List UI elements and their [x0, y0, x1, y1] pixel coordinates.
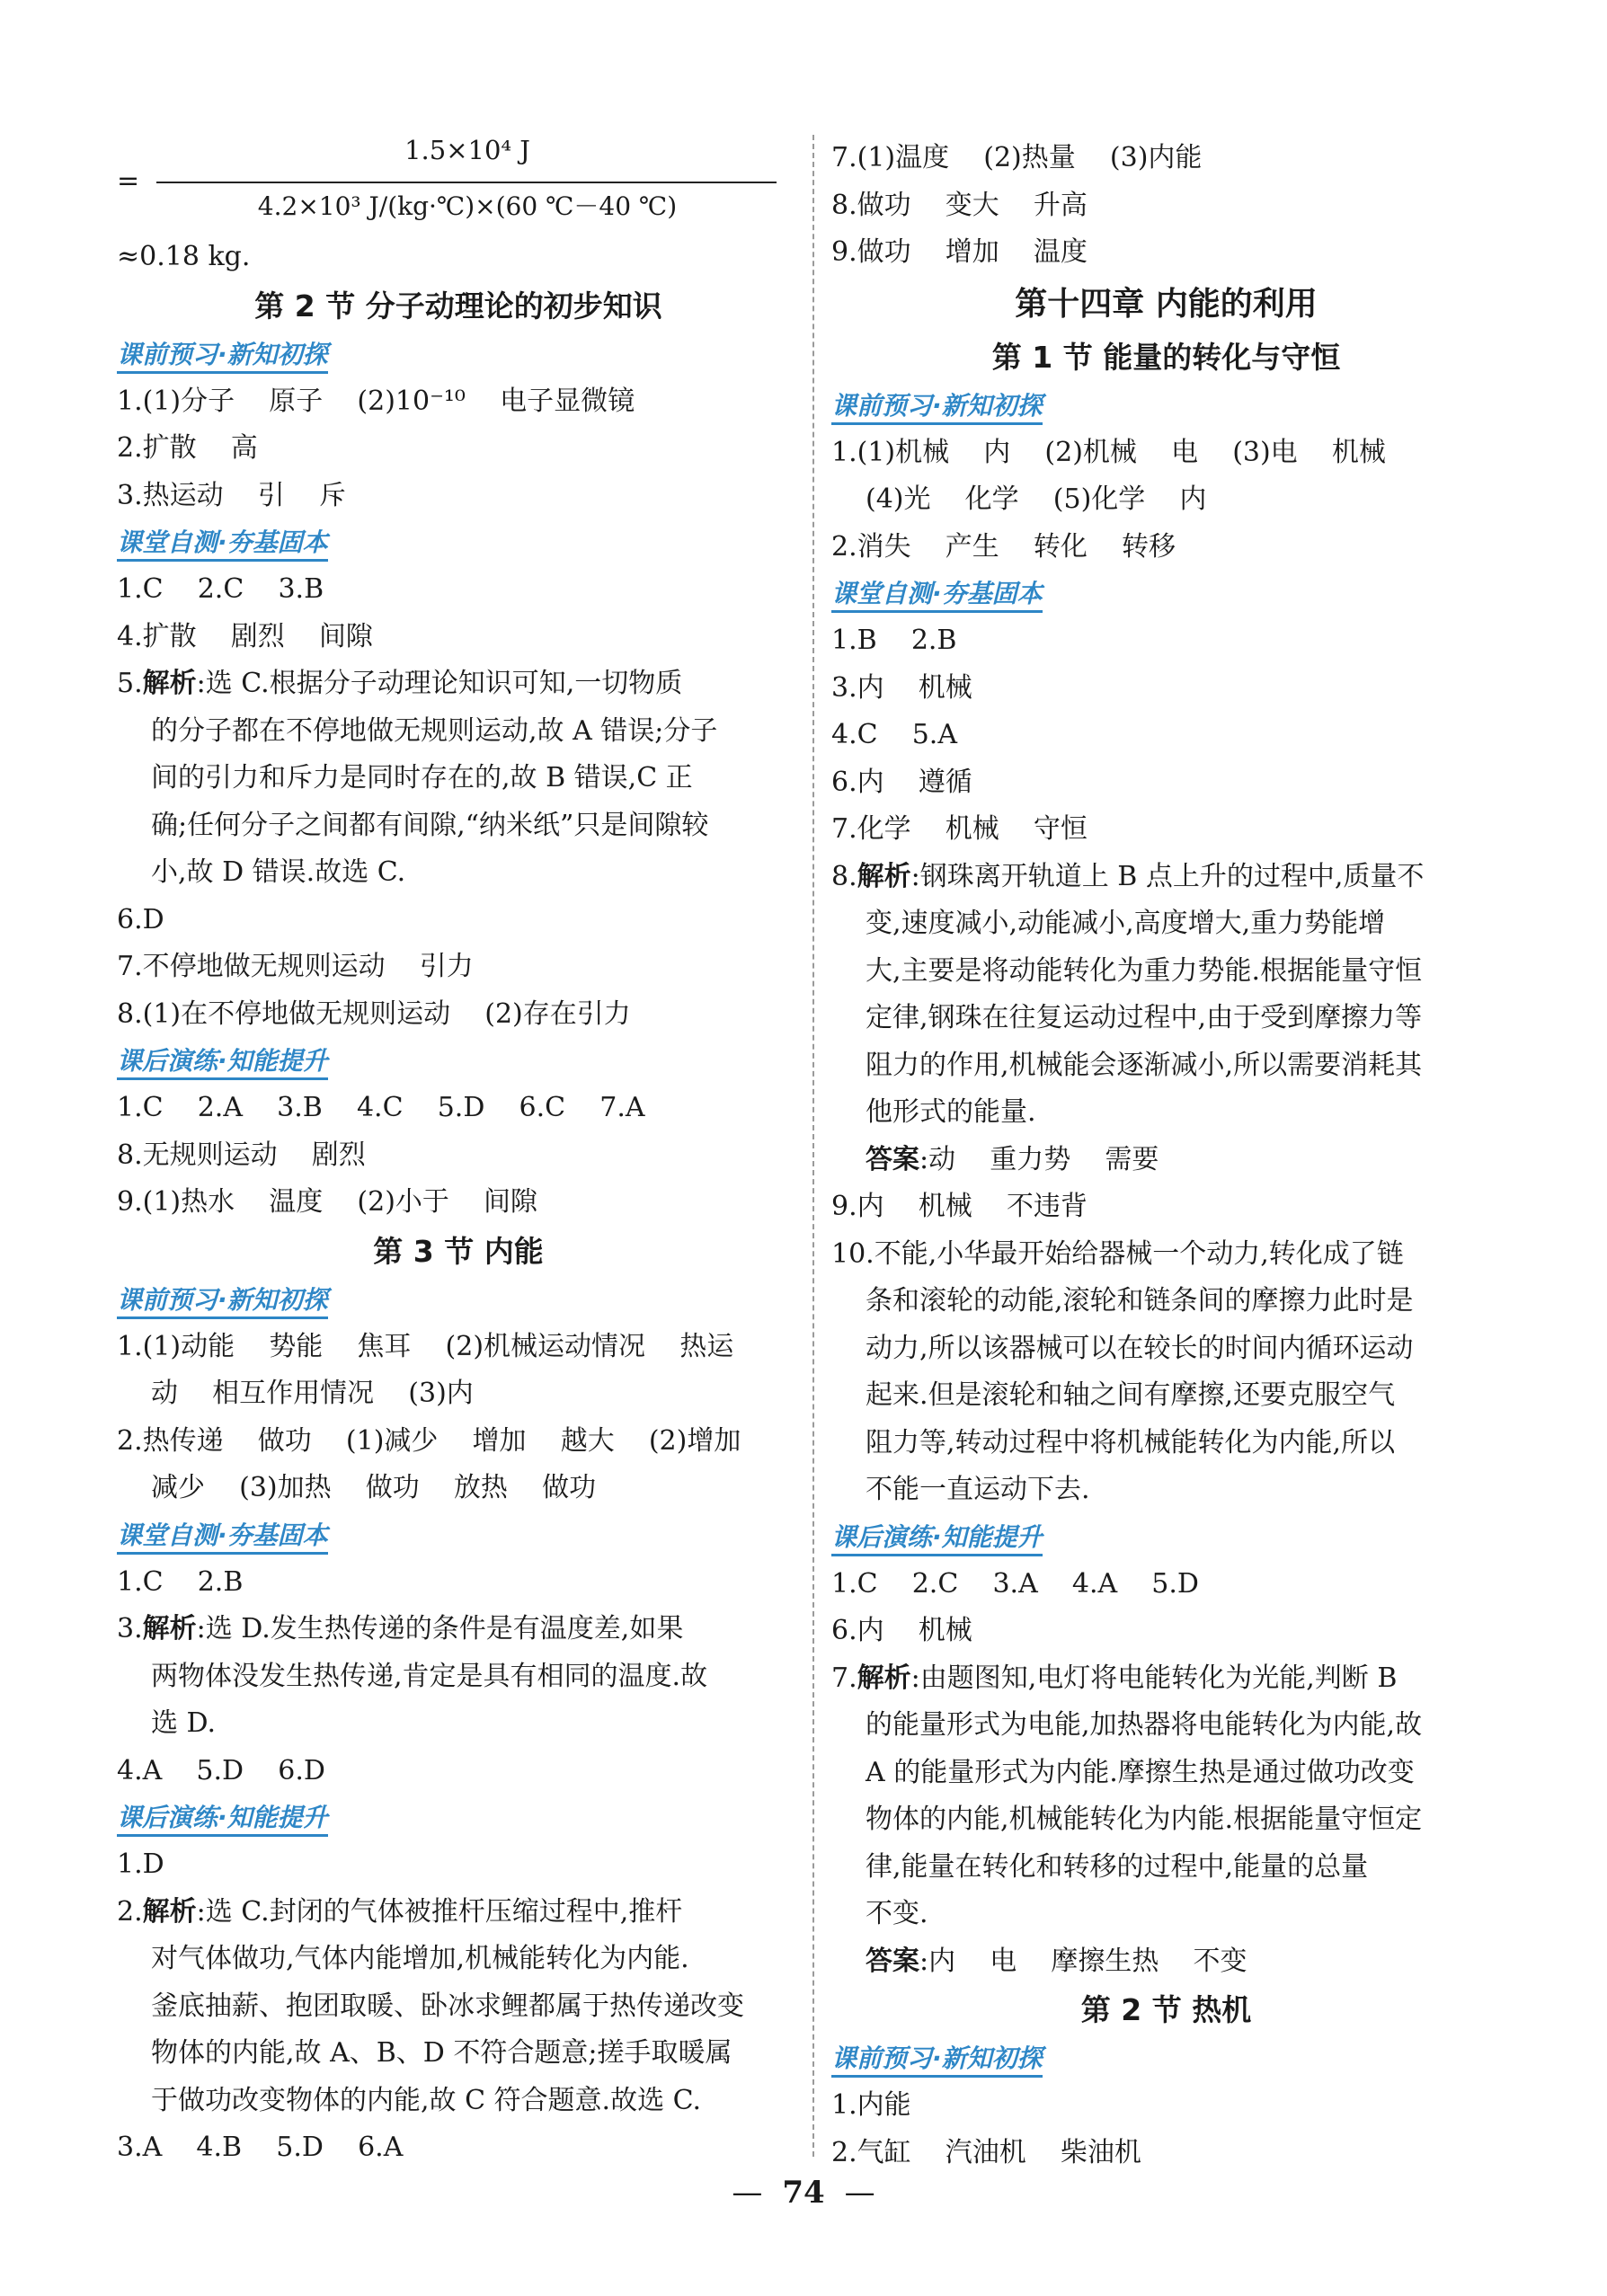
answer-line: 1.B 2.B — [831, 625, 957, 656]
answer-line: 1.内能 — [831, 2089, 911, 2121]
section-tag — [117, 1512, 800, 1559]
answer-line: 1.C 2.A 3.B 4.C 5.D 6.C 7.A — [117, 1092, 645, 1123]
answer-line: 10.不能,小华最开始给器械一个动力,转化成了链 — [831, 1237, 1404, 1270]
answer-line: 定律,钢珠在往复运动过程中,由于受到摩擦力等 — [866, 1002, 1423, 1033]
formula-equals: = — [117, 165, 140, 197]
answer-line: 大,主要是将动能转化为重力势能.根据能量守恒 — [866, 954, 1423, 987]
answer-line: 6.内 遵循 — [831, 766, 972, 798]
answer-line: 对气体做功,气体内能增加,机械能转化为内能. — [151, 1943, 689, 1974]
answer-line: 他形式的能量. — [866, 1096, 1036, 1128]
answer-line: 阻力的作用,机械能会逐渐减小,所以需要消耗其 — [866, 1049, 1423, 1081]
section-tag-label: 课后演练·知能提升 — [117, 1046, 328, 1080]
answer-line: 釜底抽薪、抱团取暖、卧冰求鲤都属于热传递改变 — [151, 1990, 744, 2022]
answer-line: 9.(1)热水 温度 (2)小于 间隙 — [117, 1186, 538, 1218]
left-content — [117, 281, 800, 2172]
answer-line: 的分子都在不停地做无规则运动,故 A 错误;分子 — [151, 714, 718, 747]
answer-line — [831, 1137, 1501, 1184]
formula-numerator: 1.5×10⁴ J — [404, 135, 530, 165]
right-column — [831, 135, 1501, 2176]
page-number-value: 74 — [782, 2175, 825, 2211]
column-divider — [812, 135, 814, 2157]
answer-line: 3.A 4.B 5.D 6.A — [117, 2132, 404, 2163]
answer-line — [117, 660, 800, 708]
section-tag-label: 课后演练·知能提升 — [831, 1522, 1043, 1556]
formula-fraction — [117, 135, 800, 232]
answer-line: 4.A 5.D 6.D — [117, 1754, 325, 1786]
section-tag-label: 课堂自测·夯基固本 — [117, 527, 328, 562]
section-tag — [831, 1514, 1501, 1561]
formula-result: ≈0.18 kg. — [117, 241, 251, 272]
answer-text: :内 电 摩擦生热 不变 — [919, 1945, 1247, 1977]
answer-line: 1.(1)动能 势能 焦耳 (2)机械运动情况 热运 — [117, 1330, 734, 1362]
answer-line: (4)光 化学 (5)化学 内 — [866, 483, 1207, 515]
answer-label: 解析 — [142, 1613, 197, 1644]
answer-line — [117, 1606, 800, 1653]
section-tag — [831, 2035, 1501, 2082]
answer-line: 间的引力和斥力是同时存在的,故 B 错误,C 正 — [151, 762, 693, 793]
answer-line — [117, 1889, 800, 1937]
answer-line: 不变. — [866, 1898, 928, 1929]
section-tag — [117, 1038, 800, 1085]
answer-line: 1.(1)机械 内 (2)机械 电 (3)电 机械 — [831, 436, 1386, 468]
formula-denominator: 4.2×10³ J/(kg·℃)×(60 ℃－40 ℃) — [257, 191, 678, 221]
answer-line: 两物体没发生热传递,肯定是具有相同的温度.故 — [151, 1660, 708, 1692]
answer-label: 解析 — [142, 1895, 197, 1928]
answer-line: 7.化学 机械 守恒 — [831, 813, 1088, 845]
page-dash-right: — — [844, 2175, 875, 2211]
answer-text: :选 C.封闭的气体被推杆压缩过程中,推杆 — [196, 1895, 683, 1928]
answer-line: 动力,所以该器械可以在较长的时间内循环运动 — [866, 1332, 1414, 1364]
section-tag-label: 课前预习·新知初探 — [117, 1285, 328, 1319]
answer-line: 减少 (3)加热 做功 放热 做功 — [151, 1472, 597, 1503]
answer-line — [831, 1938, 1501, 1986]
section-tag — [117, 1277, 800, 1324]
answer-number: 7. — [831, 1662, 857, 1694]
section-tag-label: 课前预习·新知初探 — [831, 391, 1043, 425]
answer-line: 小,故 D 错误.故选 C. — [151, 856, 406, 888]
answer-line: 1.C 2.B — [117, 1565, 244, 1598]
answer-line: 8.无规则运动 剧烈 — [117, 1139, 366, 1171]
answer-number: 8. — [831, 860, 857, 892]
answer-text: :由题图知,电灯将电能转化为光能,判断 B — [910, 1662, 1398, 1694]
answer-text: :动 重力势 需要 — [919, 1143, 1159, 1175]
section-tag-label: 课后演练·知能提升 — [117, 1803, 328, 1837]
answer-line: A 的能量形式为内能.摩擦生热是通过做功改变 — [866, 1756, 1415, 1788]
section-tag — [117, 332, 800, 378]
answer-line: 物体的内能,故 A、B、D 不符合题意;搓手取暖属 — [151, 2037, 732, 2069]
answer-line: 1.D — [117, 1848, 164, 1880]
answer-line: 不能一直运动下去. — [866, 1474, 1090, 1505]
answer-line: 2.扩散 高 — [117, 432, 258, 464]
answer-label: 解析 — [142, 668, 197, 699]
answer-line: 7.(1)温度 (2)热量 (3)内能 — [831, 142, 1203, 173]
section-heading: 第 2 节 分子动理论的初步知识 — [254, 288, 662, 324]
answer-line: 6.D — [117, 903, 164, 935]
section-heading: 第 2 节 热机 — [1080, 1992, 1252, 2027]
answer-line: 确;任何分子之间都有间隙,“纳米纸”只是间隙较 — [151, 809, 709, 841]
answer-line: 条和滚轮的动能,滚轮和链条间的摩擦力此时是 — [866, 1285, 1414, 1316]
answer-line: 3.内 机械 — [831, 671, 972, 704]
answer-line: 1.(1)分子 原子 (2)10⁻¹⁰ 电子显微镜 — [117, 385, 635, 417]
answer-line: 起来.但是滚轮和轴之间有摩擦,还要克服空气 — [866, 1379, 1396, 1411]
answer-text: :选 C.根据分子动理论知识可知,一切物质 — [196, 668, 683, 699]
answer-line: 于做功改变物体的内能,故 C 符合题意.故选 C. — [151, 2084, 702, 2116]
answer-number: 2. — [117, 1895, 143, 1928]
fraction-bar — [156, 182, 777, 183]
answer-line: 4.扩散 剧烈 间隙 — [117, 620, 373, 652]
answer-line — [831, 1655, 1501, 1703]
page-number — [0, 2175, 1607, 2211]
section-heading: 第 1 节 能量的转化与守恒 — [991, 339, 1341, 375]
answer-label: 解析 — [857, 860, 911, 892]
answer-line: 1.C 2.C 3.A 4.A 5.D — [831, 1567, 1199, 1600]
section-tag-label: 课堂自测·夯基固本 — [117, 1520, 328, 1555]
section-tag — [831, 383, 1501, 430]
section-tag-label: 课前预习·新知初探 — [831, 2043, 1043, 2078]
answer-label: 解析 — [857, 1662, 911, 1694]
answer-label: 答案 — [866, 1945, 919, 1977]
answer-line — [831, 854, 1501, 901]
answer-line: 阻力等,转动过程中将机械能转化为内能,所以 — [866, 1426, 1396, 1458]
answer-line: 选 D. — [151, 1707, 217, 1739]
right-content — [831, 135, 1501, 2176]
answer-label: 答案 — [866, 1143, 919, 1175]
answer-line: 9.做功 增加 温度 — [831, 236, 1088, 268]
answer-line: 2.消失 产生 转化 转移 — [831, 530, 1176, 563]
answer-text: :选 D.发生热传递的条件是有温度差,如果 — [196, 1613, 684, 1644]
answer-line: 动 相互作用情况 (3)内 — [151, 1378, 474, 1409]
answer-line: 2.气缸 汽油机 柴油机 — [831, 2136, 1141, 2168]
answer-line: 1.C 2.C 3.B — [117, 573, 324, 605]
section-tag-label: 课前预习·新知初探 — [117, 340, 328, 374]
answer-line: 律,能量在转化和转移的过程中,能量的总量 — [866, 1850, 1369, 1883]
answer-line: 变,速度减小,动能减小,高度增大,重力势能增 — [866, 908, 1386, 939]
section-tag — [117, 1795, 800, 1841]
answer-number: 5. — [117, 668, 143, 699]
answer-number: 3. — [117, 1613, 143, 1644]
chapter-title: 第十四章 内能的利用 — [1015, 285, 1318, 323]
left-column — [117, 135, 800, 2172]
answer-line: 3.热运动 引 斥 — [117, 479, 346, 511]
answer-line: 8.做功 变大 升高 — [831, 189, 1088, 221]
answer-line: 7.不停地做无规则运动 引力 — [117, 951, 474, 982]
section-tag — [117, 519, 800, 566]
answer-line: 6.内 机械 — [831, 1615, 972, 1646]
section-tag — [831, 571, 1501, 617]
section-tag-label: 课堂自测·夯基固本 — [831, 579, 1043, 613]
section-heading: 第 3 节 内能 — [373, 1233, 544, 1269]
answer-line: 物体的内能,机械能转化为内能.根据能量守恒定 — [866, 1804, 1423, 1835]
answer-line: 的能量形式为电能,加热器将电能转化为内能,故 — [866, 1709, 1423, 1741]
answer-text: :钢珠离开轨道上 B 点上升的过程中,质量不 — [910, 860, 1425, 892]
answer-line: 9.内 机械 不违背 — [831, 1191, 1088, 1222]
page-dash-left: — — [732, 2175, 763, 2211]
answer-line: 4.C 5.A — [831, 719, 958, 750]
answer-line: 8.(1)在不停地做无规则运动 (2)存在引力 — [117, 997, 631, 1030]
answer-line: 2.热传递 做功 (1)减少 增加 越大 (2)增加 — [117, 1424, 741, 1457]
